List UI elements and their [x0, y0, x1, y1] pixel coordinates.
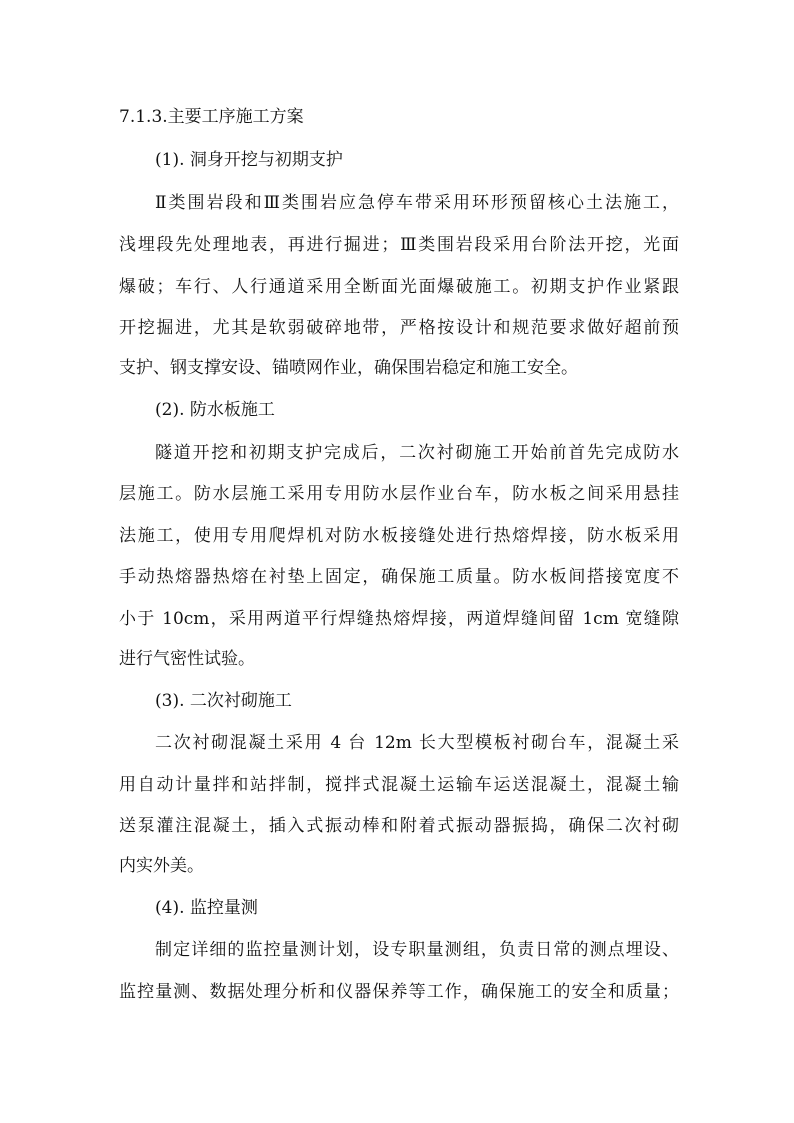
- subsection-heading-2: (2). 防水板施工: [155, 400, 275, 420]
- paragraph-line: 支护、钢支撑安设、锚喷网作业，确保围岩稳定和施工安全。: [119, 358, 578, 378]
- subsection-heading-3: (3). 二次衬砌施工: [155, 691, 292, 711]
- paragraph-line: Ⅱ类围岩段和Ⅲ类围岩应急停车带采用环形预留核心土法施工，: [155, 193, 679, 213]
- paragraph-line: 浅埋段先处理地表，再进行掘进；Ⅲ类围岩段采用台阶法开挖，光面: [119, 235, 679, 255]
- paragraph-line: 隧道开挖和初期支护完成后，二次衬砌施工开始前首先完成防水: [155, 443, 679, 463]
- paragraph-line: 小于 10cm，采用两道平行焊缝热熔焊接，两道焊缝间留 1cm 宽缝隙: [119, 609, 679, 629]
- paragraph-line: 二次衬砌混凝土采用 4 台 12m 长大型模板衬砌台车，混凝土采: [155, 733, 679, 753]
- paragraph-line: 内实外美。: [119, 856, 204, 876]
- paragraph-line: 法施工，使用专用爬焊机对防水板接缝处进行热熔焊接，防水板采用: [119, 526, 679, 546]
- paragraph-line: 监控量测、数据处理分析和仪器保养等工作，确保施工的安全和质量；: [119, 982, 679, 1002]
- paragraph-line: 手动热熔器热熔在衬垫上固定，确保施工质量。防水板间搭接宽度不: [119, 567, 679, 587]
- subsection-heading-1: (1). 洞身开挖与初期支护: [155, 150, 343, 170]
- paragraph-line: 送泵灌注混凝土，插入式振动棒和附着式振动器振捣，确保二次衬砌: [119, 816, 679, 836]
- paragraph-line: 用自动计量拌和站拌制，搅拌式混凝土运输车运送混凝土，混凝土输: [119, 775, 679, 795]
- section-title: 7.1.3.主要工序施工方案: [119, 107, 304, 127]
- paragraph-line: 制定详细的监控量测计划，设专职量测组，负责日常的测点埋设、: [155, 940, 679, 960]
- paragraph-line: 层施工。防水层施工采用专用防水层作业台车，防水板之间采用悬挂: [119, 484, 679, 504]
- paragraph-line: 进行气密性试验。: [119, 649, 255, 669]
- subsection-heading-4: (4). 监控量测: [155, 898, 258, 918]
- paragraph-line: 开挖掘进，尤其是软弱破碎地带，严格按设计和规范要求做好超前预: [119, 318, 679, 338]
- paragraph-line: 爆破；车行、人行通道采用全断面光面爆破施工。初期支护作业紧跟: [119, 277, 679, 297]
